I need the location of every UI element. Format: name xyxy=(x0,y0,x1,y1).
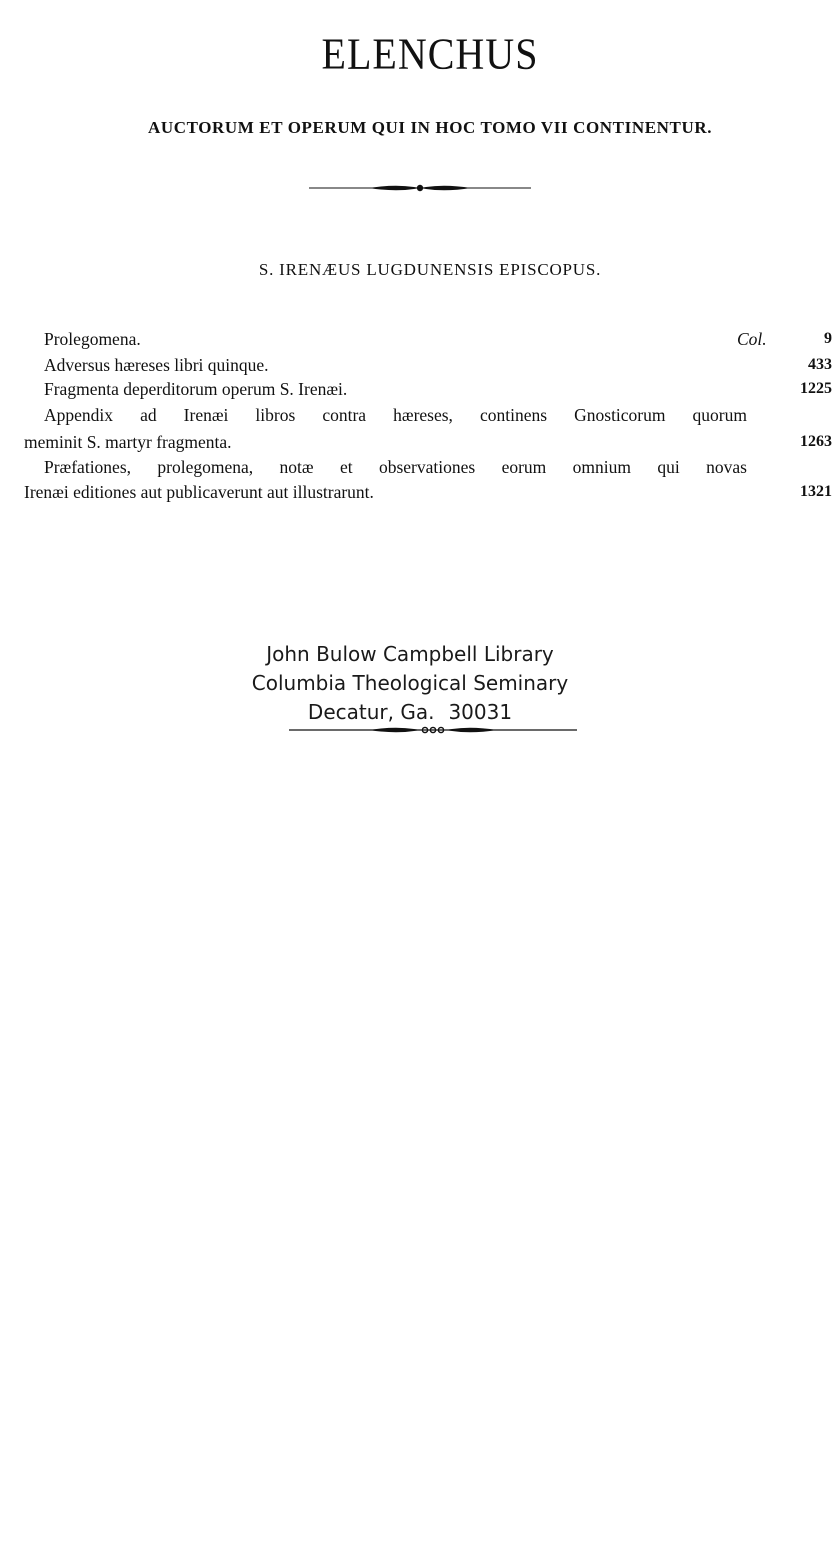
toc-entry-title-continued: meminit S. martyr fragmenta. xyxy=(24,432,232,452)
stamp-seminary-name: Columbia Theological Seminary xyxy=(251,671,569,695)
stamp-city: Decatur, Ga. xyxy=(307,700,435,724)
library-stamp xyxy=(230,640,590,727)
toc-entry-title: Appendix ad Irenæi libros contra hæreses, continens Gnosticorum quorum xyxy=(44,405,747,425)
ornamental-divider xyxy=(309,181,531,195)
toc-entry-title: Adversus hæreses libri quinque. xyxy=(44,355,269,375)
column-number: 1321 xyxy=(800,483,832,500)
toc-entry-title: Præfationes, prolegomena, notæ et observationes eorum omnium qui novas xyxy=(44,457,747,477)
page-title: ELENCHUS xyxy=(321,28,539,79)
toc-entry-title: Prolegomena. xyxy=(44,329,141,349)
column-number: 1225 xyxy=(800,380,832,397)
stamp-ornamental-rule xyxy=(289,723,577,737)
section-heading: S. IRENÆUS LUGDUNENSIS EPISCOPUS. xyxy=(258,260,602,279)
toc-entry-title-continued: Irenæi editiones aut publicaverunt aut illustrarunt. xyxy=(24,482,374,502)
column-number: 433 xyxy=(808,356,832,373)
stamp-zip: 30031 xyxy=(448,700,513,724)
column-number: 1263 xyxy=(800,433,832,450)
column-label: Col. xyxy=(737,329,767,349)
column-number: 9 xyxy=(824,330,832,347)
page-subtitle: AUCTORUM ET OPERUM QUI IN HOC TOMO VII CONTINENTUR. xyxy=(147,118,713,137)
stamp-library-name: John Bulow Campbell Library xyxy=(266,642,554,666)
toc-entry-title: Fragmenta deperditorum operum S. Irenæi. xyxy=(44,379,348,399)
